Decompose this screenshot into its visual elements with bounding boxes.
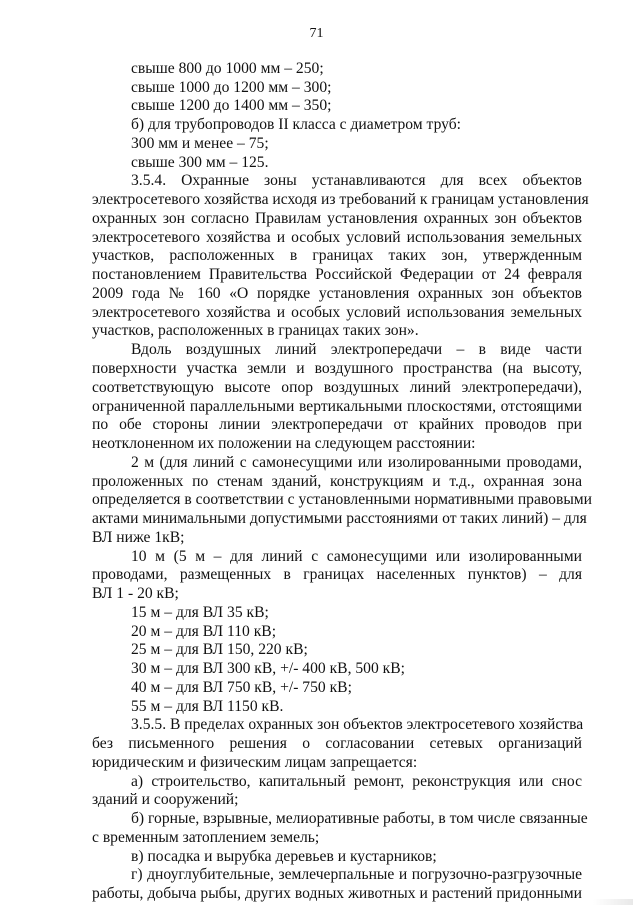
text-line: 2 м (для линий с самонесущими или изолированными проводами, <box>131 454 582 471</box>
text-line: 20 м – для ВЛ 110 кВ; <box>131 623 277 640</box>
text-line: б) для трубопроводов II класса с диаметром труб: <box>131 116 462 133</box>
text-line: 3.5.5. В пределах охранных зон объектов электросетевого хозяйства <box>131 716 584 733</box>
text-line: свыше 1000 до 1200 мм – 300; <box>131 79 332 96</box>
text-line: поверхности участка земли и воздушного пространства (на высоту, <box>92 360 582 377</box>
text-line: постановлением Правительства Российской Федерации от 24 февраля <box>92 266 582 283</box>
text-line: ВЛ ниже 1кВ; <box>92 529 185 546</box>
text-line: юридическим и физическим лицам запрещается: <box>92 754 418 771</box>
text-line: свыше 800 до 1000 мм – 250; <box>131 60 324 77</box>
text-line: 30 м – для ВЛ 300 кВ, +/- 400 кВ, 500 кВ; <box>131 660 405 677</box>
text-line: 10 м (5 м – для линий с самонесущими или изолированными <box>131 548 582 565</box>
text-line: 300 мм и менее – 75; <box>131 135 269 152</box>
text-line: 55 м – для ВЛ 1150 кВ. <box>131 698 284 715</box>
text-line: 3.5.4. Охранные зоны устанавливаются для всех объектов <box>131 172 582 189</box>
text-line: с временным затоплением земель; <box>92 829 320 846</box>
text-line: свыше 300 мм – 125. <box>131 154 269 171</box>
text-line: без письменного решения о согласовании сетевых организаций <box>92 735 582 752</box>
text-line: актами минимальными допустимыми расстояниями от таких линий) – для <box>92 510 587 527</box>
text-line: Вдоль воздушных линий электропередачи – в виде части <box>131 341 582 358</box>
text-line: охранных зон согласно Правилам установления охранных зон объектов <box>92 210 582 227</box>
text-line: свыше 1200 до 1400 мм – 350; <box>131 97 332 114</box>
text-line: определяется в соответствии с установленными нормативными правовыми <box>92 491 593 508</box>
text-line: электросетевого хозяйства исходя из требований к границам установления <box>92 191 589 208</box>
text-line: проложенных по стенам зданий, конструкциям и т.д., охранная зона <box>92 473 582 490</box>
text-line: в) посадка и вырубка деревьев и кустарников; <box>131 848 437 865</box>
text-line: ВЛ 1 - 20 кВ; <box>92 585 179 602</box>
text-line: неотклоненном их положении на следующем расстоянии: <box>92 435 476 452</box>
text-line: электросетевого хозяйства и особых условий использования земельных <box>92 304 582 321</box>
text-line: участков, расположенных в границах таких зон». <box>92 322 419 339</box>
text-line: ограниченной параллельными вертикальными плоскостями, отстоящими <box>92 398 582 415</box>
text-line: зданий и сооружений; <box>92 791 239 808</box>
text-line: проводами, размещенных в границах населенных пунктов) – для <box>92 566 582 583</box>
text-line: г) дноуглубительные, землечерпальные и погрузочно-разгрузочные <box>131 866 582 883</box>
text-line: 40 м – для ВЛ 750 кВ, +/- 750 кВ; <box>131 679 352 696</box>
text-line: б) горные, взрывные, мелиоративные работы, в том числе связанные <box>131 810 588 827</box>
scan-edge-shadow <box>593 899 633 905</box>
text-line: работы, добыча рыбы, других водных животных и растений придонными <box>92 885 582 902</box>
text-line: 25 м – для ВЛ 150, 220 кВ; <box>131 641 308 658</box>
text-line: участков, расположенных в границах таких зон, утвержденным <box>92 247 582 264</box>
page-number: 71 <box>309 26 324 41</box>
text-line: 2009 года № 160 «О порядке установления охранных зон объектов <box>92 285 582 302</box>
text-line: а) строительство, капитальный ремонт, реконструкция или снос <box>131 773 582 790</box>
text-line: 15 м – для ВЛ 35 кВ; <box>131 604 269 621</box>
text-line: электросетевого хозяйства и особых условий использования земельных <box>92 229 582 246</box>
text-line: по обе стороны линии электропередачи от крайних проводов при <box>92 416 582 433</box>
text-line: соответствующую высоте опор воздушных линий электропередачи), <box>92 379 582 396</box>
